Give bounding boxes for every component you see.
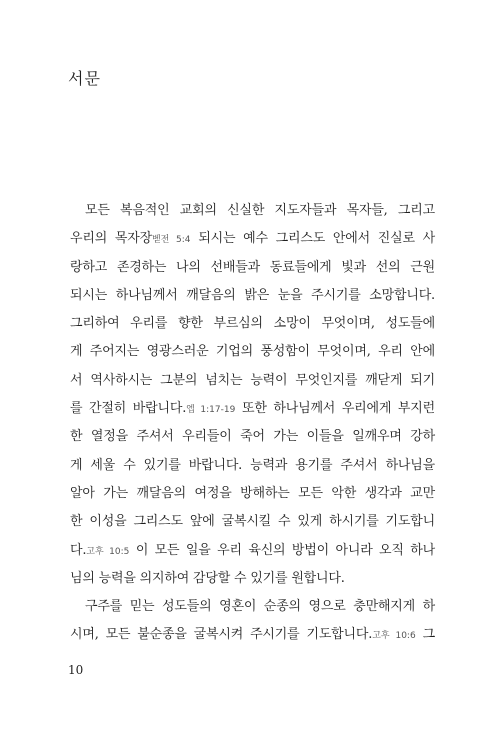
text-line: 를 간절히 바랍니다.엡 1:17-19 또한 하나님께서 우리에게 부지런 <box>70 401 435 417</box>
text-line: 되시는 하나님께서 깨달음의 밝은 눈을 주시기를 소망합니다. <box>70 287 435 303</box>
text-line: 구주를 믿는 성도들의 영혼이 순종의 영으로 충만해지게 하 <box>85 599 435 615</box>
text-line: 다.고후 10:5 이 모든 일을 우리 육신의 방법이 아니라 오직 하나 <box>70 542 435 558</box>
scripture-reference: 벧전 5:4 <box>151 235 191 246</box>
text-line: 알아 가는 깨달음의 여정을 방해하는 모든 악한 생각과 교만 <box>70 485 435 501</box>
scripture-reference: 고후 10:5 <box>86 546 130 557</box>
text-line: 한 이성을 그리스도 앞에 굴복시킬 수 있게 하시기를 기도합니 <box>70 514 435 530</box>
page-number: 10 <box>68 663 84 677</box>
text-line: 님의 능력을 의지하여 감당할 수 있기를 원합니다. <box>70 570 345 586</box>
scripture-reference: 고후 10:6 <box>372 631 416 642</box>
text-line: 우리의 목자장벧전 5:4 되시는 예수 그리스도 안에서 진실로 사 <box>70 231 435 247</box>
preface-body <box>70 197 435 650</box>
text-line: 랑하고 존경하는 나의 선배들과 동료들에게 빛과 선의 근원 <box>70 259 435 275</box>
text-line: 모든 복음적인 교회의 신실한 지도자들과 목자들, 그리고 <box>85 203 435 218</box>
text-line: 한 열정을 주셔서 우리들이 죽어 가는 이들을 일깨우며 강하 <box>70 429 435 445</box>
scripture-reference: 엡 1:17-19 <box>186 405 236 416</box>
text-line: 서 역사하시는 그분의 넘치는 능력이 무엇인지를 깨닫게 되기 <box>70 372 435 388</box>
text-line: 게 주어지는 영광스러운 기업의 풍성함이 무엇이며, 우리 안에 <box>70 344 435 360</box>
text-line: 그리하여 우리를 향한 부르심의 소망이 무엇이며, 성도들에 <box>70 316 435 332</box>
page-title: 서문 <box>68 69 101 88</box>
text-line: 시며, 모든 불순종을 굴복시켜 주시기를 기도합니다.고후 10:6 그 <box>70 627 436 643</box>
text-line: 게 세울 수 있기를 바랍니다. 능력과 용기를 주셔서 하나님을 <box>70 457 435 473</box>
